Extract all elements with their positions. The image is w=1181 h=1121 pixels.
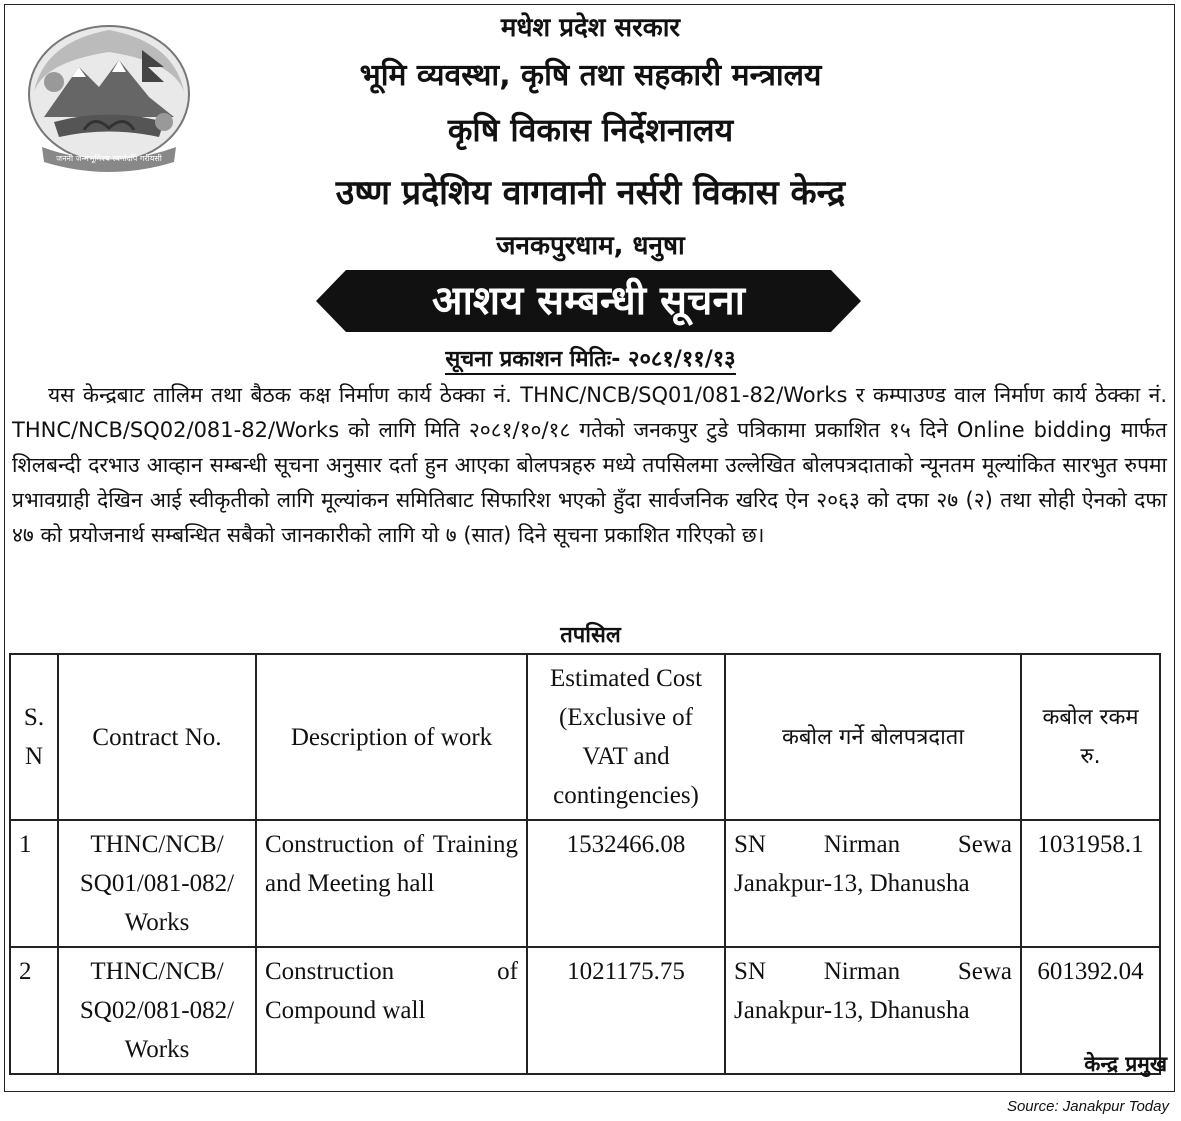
- header-center: उष्ण प्रदेशिय वागवानी नर्सरी विकास केन्द्र: [335, 173, 846, 213]
- header-estimated-cost: Estimated Cost (Exclusive of VAT and contingencies): [527, 654, 725, 820]
- header-contract-no: Contract No.: [58, 654, 256, 820]
- table-row: [10, 947, 1160, 1074]
- header-ministry: भूमि व्यवस्था, कृषि तथा सहकारी मन्त्रालय: [359, 58, 822, 93]
- cell-sn: 1: [10, 820, 58, 947]
- notice-body: यस केन्द्रबाट तालिम तथा बैठक कक्ष निर्माण कार्य ठेक्का नं. THNC/NCB/SQ01/081-82/Works र कम्पाउण्ड वाल निर्माण कार्य ठेक्का नं. THNC/NCB/SQ02/081-82/Works को लागि मिति २०८१/१०/१८ गतेको जनकपुर टुडे पत्रिकामा प्रकाशित १५ दिने Online bidding मार्फत शिलबन्दी दरभाउ आव्हान सम्बन्धी सूचना अनुसार दर्ता हुन आएका बोलपत्रहरु मध्ये तपसिलमा उल्लेखित बोलपत्रदाताको न्यूनतम मूल्यांकित सारभुत रुपमा प्रभावग्राही देखिन आई स्वीकृतीको लागि मूल्यांकन समितिबाट सिफारिश भएको हुँदा सार्वजनिक खरिद ऐन २०६३ को दफा २७ (२) तथा सोही ऐनको दफा ४७ को प्रयोजनार्थ सम्बन्धित सबैको जानकारीको लागि यो ७ (सात) दिने सूचना प्रकाशित गरिएको छ।: [12, 383, 1167, 547]
- cell-contract-no: THNC/NCB/ SQ01/081-082/ Works: [58, 820, 256, 947]
- table-title: तपसिल: [560, 623, 621, 648]
- cell-bidder: SN Nirman Sewa Janakpur-13, Dhanusha: [725, 820, 1021, 947]
- header-bid-amount: कबोल रकम रु.: [1021, 654, 1160, 820]
- header-bidder: कबोल गर्ने बोलपत्रदाता: [725, 654, 1021, 820]
- cell-sn: 2: [10, 947, 58, 1074]
- header-sn: S. N: [10, 654, 58, 820]
- cell-estimated-cost: 1021175.75: [527, 947, 725, 1074]
- bid-table: [9, 653, 1161, 1075]
- cell-estimated-cost: 1532466.08: [527, 820, 725, 947]
- publication-date: सूचना प्रकाशन मितिः- २०८१/११/१३: [0, 343, 1181, 373]
- cell-description: Construction of Compound wall: [256, 947, 527, 1074]
- svg-text:जननी जन्मभूमिश्च स्वर्गादपि गर: जननी जन्मभूमिश्च स्वर्गादपि गरीयसी: [56, 154, 162, 163]
- table-header-row: [10, 654, 1160, 820]
- table-row: [10, 820, 1160, 947]
- nepal-government-emblem-icon: [24, 22, 194, 177]
- header-location: जनकपुरधाम, धनुषा: [496, 231, 685, 261]
- header-government: मधेश प्रदेश सरकार: [500, 13, 681, 43]
- notice-title: आशय सम्बन्धी सूचना: [431, 278, 746, 324]
- source-credit: Source: Janakpur Today: [1006, 1098, 1169, 1115]
- cell-contract-no: THNC/NCB/ SQ02/081-082/ Works: [58, 947, 256, 1074]
- cell-description: Construction of Training and Meeting hall: [256, 820, 527, 947]
- header-description: Description of work: [256, 654, 527, 820]
- cell-bid-amount: 1031958.1: [1021, 820, 1160, 947]
- header-directorate: कृषि विकास निर्देशनालय: [447, 111, 734, 149]
- signature-designation: केन्द्र प्रमुख: [1084, 1052, 1167, 1076]
- cell-bid-amount: 601392.04: [1021, 947, 1160, 1074]
- cell-bidder: SN Nirman Sewa Janakpur-13, Dhanusha: [725, 947, 1021, 1074]
